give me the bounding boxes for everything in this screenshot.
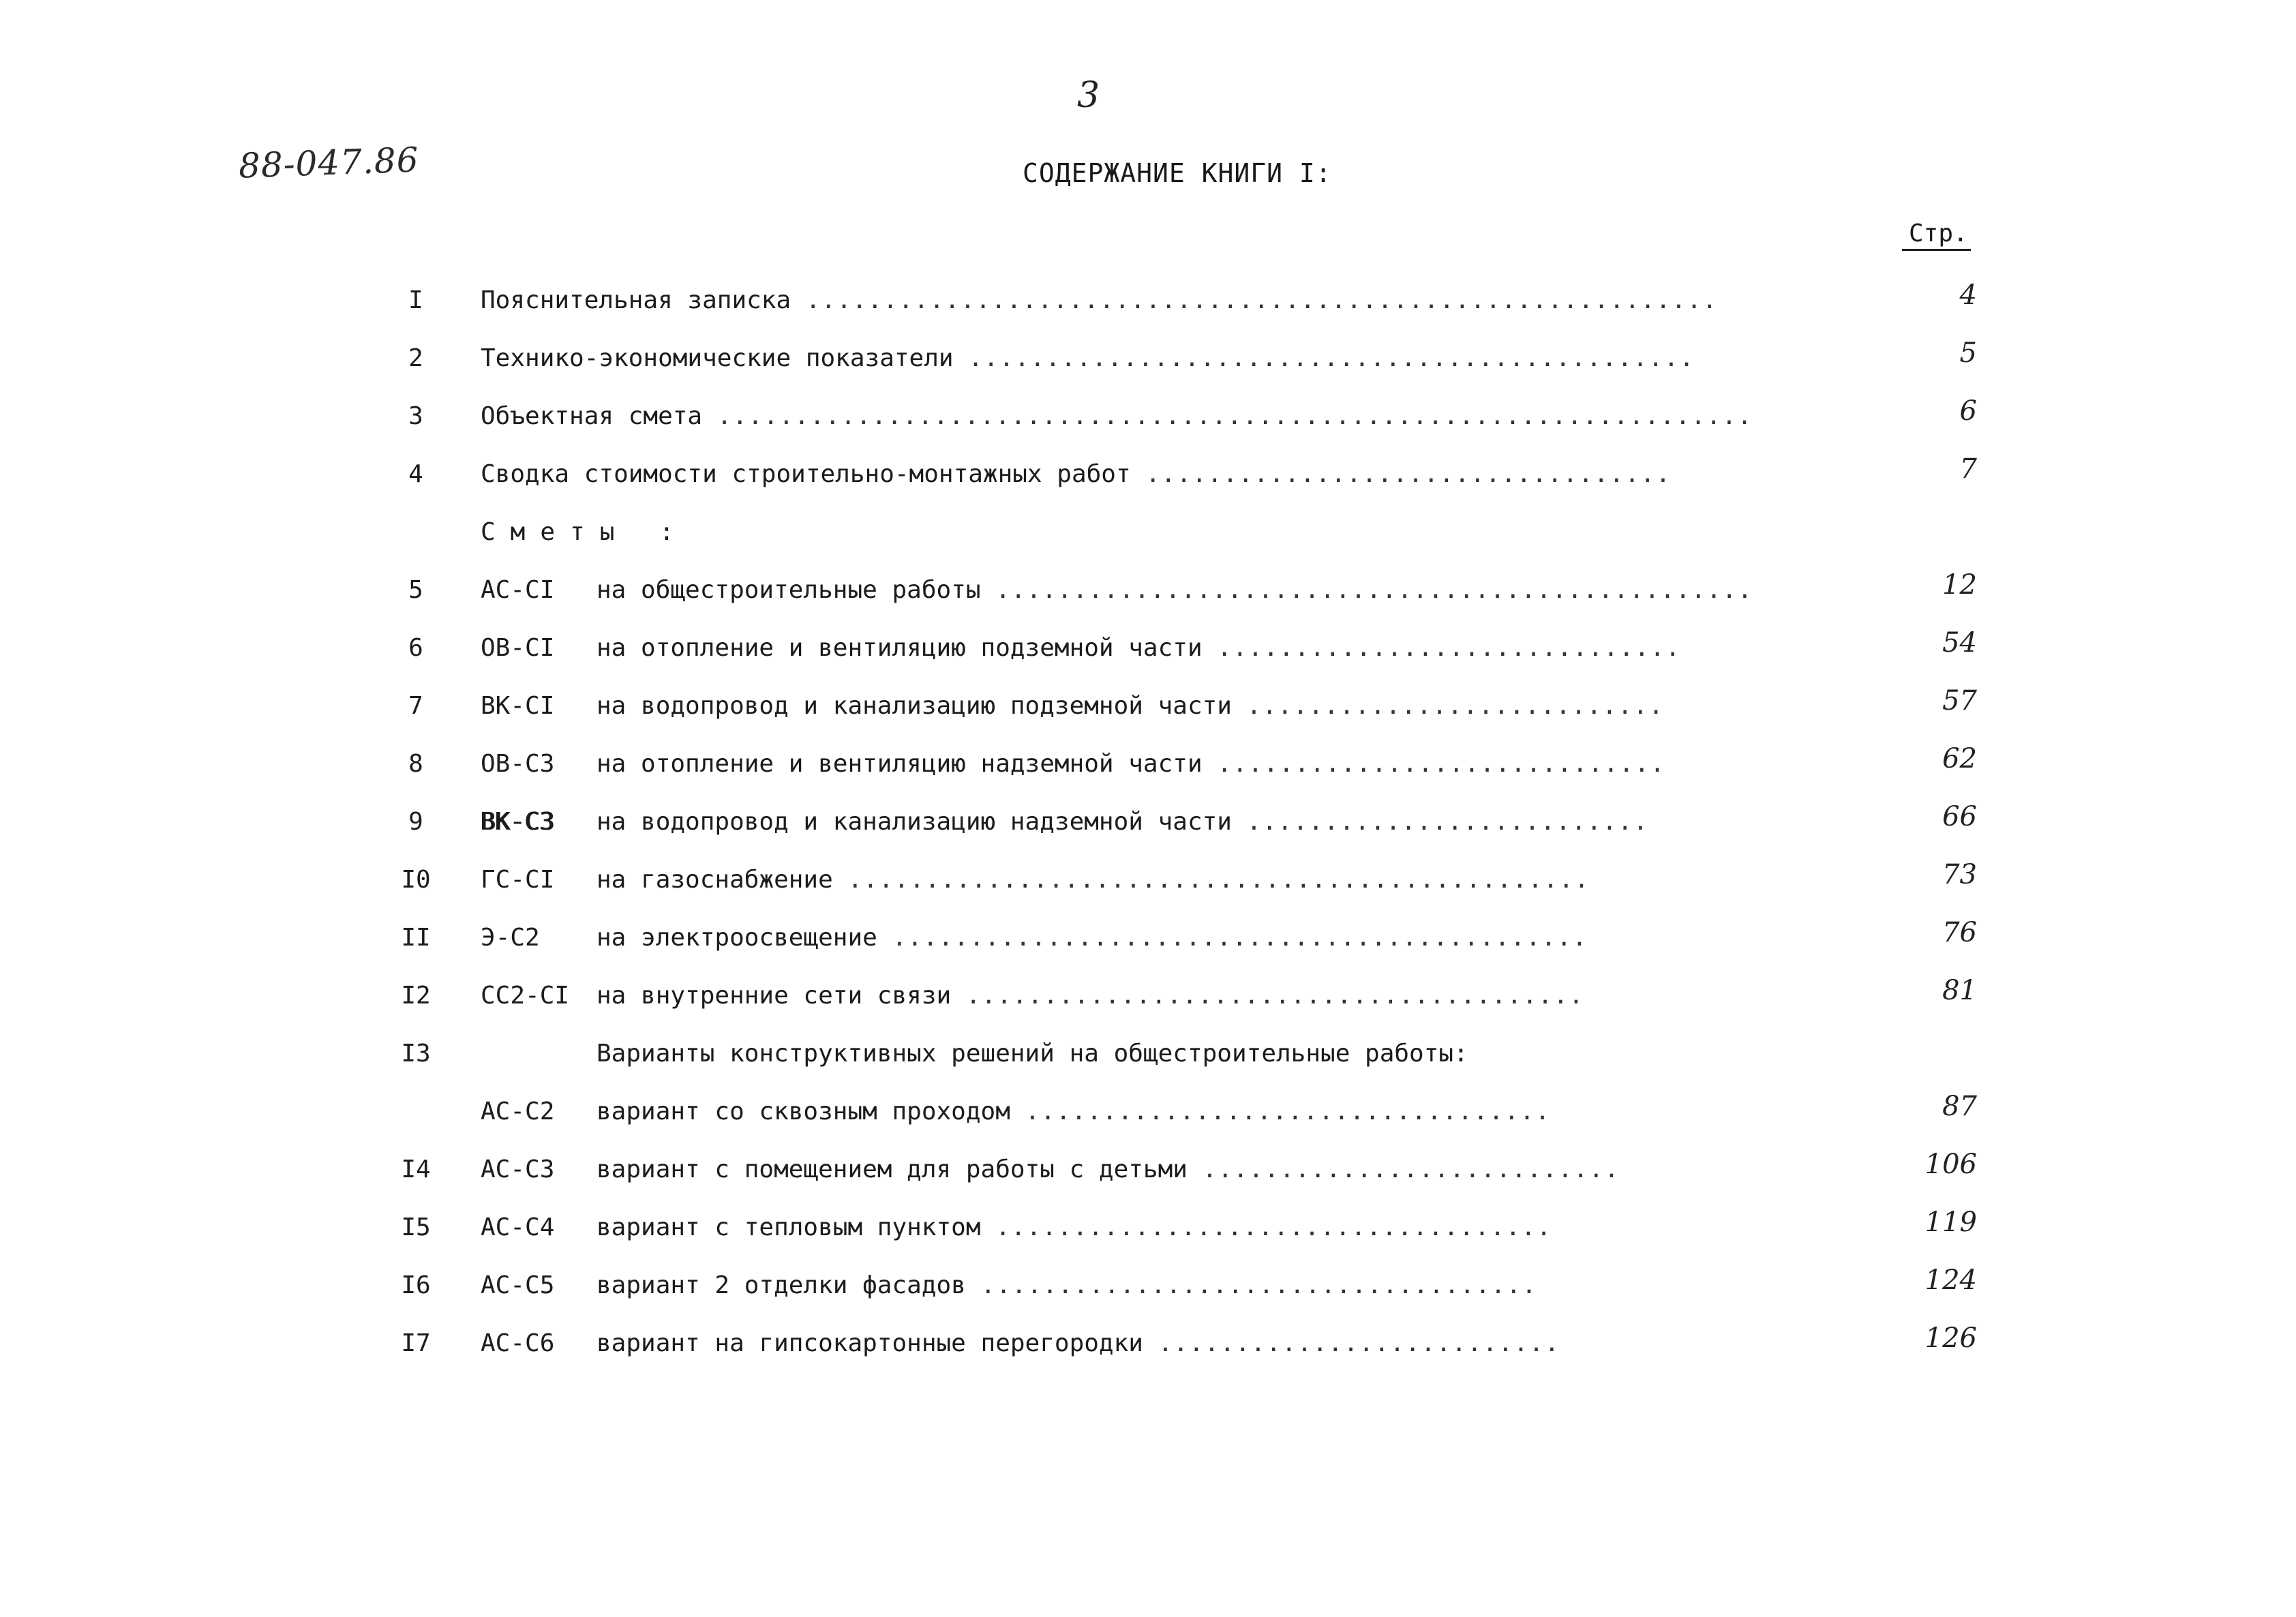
dot-leader: .................................. — [1025, 1098, 1551, 1125]
entry-number: I6 — [401, 1271, 431, 1299]
entry-title — [596, 1271, 1537, 1299]
entry-title — [481, 344, 1695, 372]
entry-title — [596, 1213, 1552, 1241]
toc-row — [0, 627, 2296, 692]
entry-title-text: Технико-экономические показатели — [481, 344, 954, 372]
entry-page: 119 — [1924, 1207, 1977, 1238]
dot-leader: .............................. — [1217, 634, 1681, 662]
entry-title-text: Сводка стоимости строительно-монтажных работ — [481, 460, 1131, 488]
dot-leader: ........................................................... — [805, 286, 1718, 314]
dot-leader: ............................................. — [892, 924, 1588, 952]
toc-row — [0, 337, 2296, 402]
entry-code: АС-С3 — [481, 1155, 555, 1183]
entry-title-text: вариант со сквозным проходом — [596, 1098, 1010, 1125]
entry-code: ВК-С3 — [481, 808, 555, 836]
dot-leader: ................................................. — [995, 576, 1753, 604]
dot-leader: ............................. — [1217, 750, 1665, 778]
entry-code: ОВ-С3 — [481, 750, 555, 778]
entry-number: I0 — [401, 866, 431, 894]
entry-page: 4 — [1959, 279, 1977, 311]
dot-leader: .................................... — [980, 1271, 1537, 1299]
entry-page: 5 — [1959, 337, 1977, 369]
dot-leader: .......................... — [1246, 808, 1649, 836]
toc-row — [0, 975, 2296, 1040]
entry-number: 3 — [408, 402, 423, 430]
page-number: 3 — [1077, 75, 1100, 116]
page-column-header: Стр. — [1902, 220, 1971, 251]
entry-number: 8 — [408, 750, 423, 778]
entry-page: 106 — [1924, 1149, 1977, 1180]
entry-title — [481, 286, 1718, 314]
entry-page: 124 — [1924, 1265, 1977, 1296]
entry-title-text: Пояснительная записка — [481, 286, 791, 314]
entry-number: I5 — [401, 1213, 431, 1241]
dot-leader: ............................................... — [968, 344, 1695, 372]
entry-title — [596, 1155, 1620, 1183]
entry-page: 66 — [1942, 801, 1977, 832]
entry-title — [596, 634, 1681, 662]
table-of-contents — [0, 279, 2296, 1387]
entry-title — [596, 576, 1753, 604]
entry-page: 126 — [1924, 1323, 1977, 1354]
entry-code: ГС-СI — [481, 866, 555, 894]
entry-code: АС-С6 — [481, 1329, 555, 1357]
entry-title-text: на отопление и вентиляцию подземной части — [596, 634, 1203, 662]
entry-code: ВК-СI — [481, 692, 555, 720]
entry-page: 81 — [1942, 975, 1977, 1006]
dot-leader: ................................................ — [847, 866, 1590, 894]
toc-title: СОДЕРЖАНИЕ КНИГИ I: — [1023, 158, 1332, 188]
entry-title-text: вариант 2 отделки фасадов — [596, 1271, 966, 1299]
toc-row — [0, 518, 2296, 576]
entry-title-text: на газоснабжение — [596, 866, 833, 894]
entry-number: II — [401, 924, 431, 952]
entry-code: СС2-СI — [481, 982, 570, 1010]
toc-row — [0, 453, 2296, 518]
entry-title-text: вариант на гипсокартонные перегородки — [596, 1329, 1143, 1357]
document-code: 88-047.86 — [238, 140, 420, 186]
toc-row — [0, 1323, 2296, 1387]
toc-row — [0, 859, 2296, 924]
toc-row — [0, 1091, 2296, 1155]
entry-title — [596, 1329, 1560, 1357]
toc-row — [0, 1207, 2296, 1271]
entry-page: 87 — [1942, 1091, 1977, 1122]
entry-number: 5 — [408, 576, 423, 604]
entry-code: АС-С5 — [481, 1271, 555, 1299]
entry-page: 12 — [1942, 569, 1977, 601]
toc-row — [0, 685, 2296, 750]
toc-row — [0, 279, 2296, 344]
entry-code: АС-С4 — [481, 1213, 555, 1241]
entry-title-text: вариант с помещением для работы с детьми — [596, 1155, 1188, 1183]
entry-title-text: на общестроительные работы — [596, 576, 981, 604]
dot-leader: ........................... — [1202, 1155, 1620, 1183]
entry-title-text: на электроосвещение — [596, 924, 877, 952]
toc-row — [0, 395, 2296, 460]
toc-row — [0, 1149, 2296, 1213]
entry-title — [596, 808, 1648, 836]
entry-title-text: на отопление и вентиляцию надземной части — [596, 750, 1203, 778]
toc-row — [0, 917, 2296, 982]
entry-title — [481, 460, 1671, 488]
entry-number: I3 — [401, 1040, 431, 1068]
entry-title — [596, 982, 1584, 1010]
entry-number: 6 — [408, 634, 423, 662]
dot-leader: .......................... — [1158, 1329, 1560, 1357]
dot-leader: .................................... — [995, 1213, 1552, 1241]
entry-code: АС-С2 — [481, 1098, 555, 1125]
entry-number: 2 — [408, 344, 423, 372]
entry-number: I — [408, 286, 423, 314]
dot-leader: ........................................ — [965, 982, 1584, 1010]
toc-row — [0, 1265, 2296, 1329]
toc-row — [0, 569, 2296, 634]
entry-number: I2 — [401, 982, 431, 1010]
entry-code: ОВ-СI — [481, 634, 555, 662]
toc-row — [0, 801, 2296, 866]
entry-number: 9 — [408, 808, 423, 836]
entry-title — [596, 924, 1588, 952]
entry-title — [481, 402, 1753, 430]
subsection-heading: Варианты конструктивных решений на общестроительные работы: — [596, 1040, 1468, 1068]
entry-page: 62 — [1942, 743, 1977, 774]
entry-title-text: на водопровод и канализацию подземной части — [596, 692, 1232, 720]
entry-title — [596, 866, 1590, 894]
dot-leader: .................................. — [1145, 460, 1672, 488]
dot-leader: ................................................................... — [716, 402, 1753, 430]
entry-page: 54 — [1942, 627, 1977, 659]
entry-code: Э-С2 — [481, 924, 540, 952]
entry-page: 76 — [1942, 917, 1977, 948]
entry-number: 4 — [408, 460, 423, 488]
entry-page: 73 — [1942, 859, 1977, 890]
toc-row — [0, 1040, 2296, 1098]
entry-title — [596, 1098, 1550, 1125]
entry-title-text: вариант с тепловым пунктом — [596, 1213, 981, 1241]
dot-leader: ........................... — [1246, 692, 1664, 720]
entry-title — [596, 750, 1665, 778]
entry-number: I4 — [401, 1155, 431, 1183]
toc-row — [0, 743, 2296, 808]
entry-page: 6 — [1959, 395, 1977, 427]
entry-title — [596, 692, 1664, 720]
entry-title-text: на водопровод и канализацию надземной части — [596, 808, 1232, 836]
entry-number: 7 — [408, 692, 423, 720]
entry-title-text: на внутренние сети связи — [596, 982, 952, 1010]
section-heading: Сметы : — [481, 518, 689, 546]
entry-number: I7 — [401, 1329, 431, 1357]
entry-code: АС-СI — [481, 576, 555, 604]
entry-page: 57 — [1942, 685, 1977, 716]
entry-title-text: Объектная смета — [481, 402, 703, 430]
entry-page: 7 — [1959, 453, 1977, 485]
